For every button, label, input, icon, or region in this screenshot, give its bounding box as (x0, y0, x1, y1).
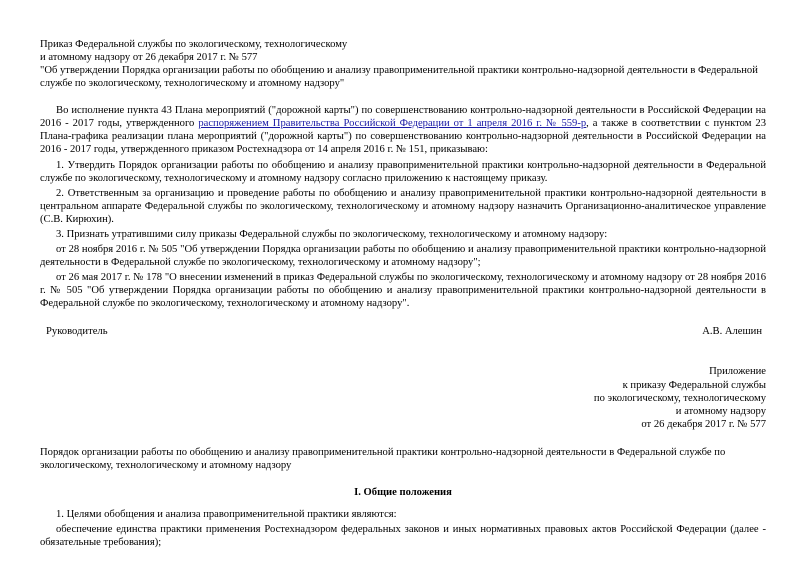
document-page (40, 38, 766, 551)
section-paragraph-2: обеспечение единства практики применения Ростехнадзором федеральных законов и иных нормативных правовых актов Российской Федерации (далее - обязательные требования); (40, 524, 766, 548)
appendix-line-4: от 26 декабря 2017 г. № 577 (641, 419, 766, 430)
repealed-order-2: от 26 мая 2017 г. № 178 "О внесении изменений в приказ Федеральной службы по экологическому, технологическому и атомному надзору от 28 ноября 2016 г. № 505 "Об утверждении Порядка организации работы по обобщению и анализу правоприменительной практики контрольно-надзорной деятельности в Федеральной службе по экологическому, технологическому и атомному надзору". (40, 272, 766, 309)
section-heading: I. Общие положения (354, 487, 452, 498)
signature-row (40, 325, 766, 338)
header-line-1: Приказ Федеральной службы по экологическому, технологическому (40, 39, 348, 50)
section-paragraph-1: 1. Целями обобщения и анализа правоприменительной практики являются: (56, 509, 397, 520)
intro-text-part-2: , а также в соответствии с пунктом 23 Плана-графика реализации плана мероприятий ("дорожной карты") по совершенствованию контрольно-надзорной деятельности в Российской Федерации на 2016 - 2017 годы, утвержденного приказом Ростехнадзора от 14 апреля 2016 г. № 151, приказываю: (40, 118, 766, 155)
appendix-block (40, 365, 766, 431)
header-line-3: "Об утверждении Порядка организации работы по обобщению и анализу правоприменительной практики контрольно-надзорной деятельности в Федеральной службе по экологическому, технологическому и атомному надзору" (40, 65, 758, 89)
appendix-line-2: по экологическому, технологическому (593, 393, 766, 404)
document-header (40, 38, 766, 90)
header-line-2: и атомному надзору от 26 декабря 2017 г. № 577 (40, 52, 258, 63)
appendix-line-1: к приказу Федеральной службы (622, 380, 766, 391)
document-title: Порядок организации работы по обобщению и анализу правоприменительной практики контрольно-надзорной деятельности в Федеральной службе по экологическому, технологическому и атомному надзору (40, 447, 726, 471)
signature-name: А.В. Алешин (702, 326, 762, 337)
signature-role: Руководитель (46, 326, 108, 337)
repealed-order-1: от 28 ноября 2016 г. № 505 "Об утверждении Порядка организации работы по обобщению и анализу правоприменительной практики контрольно-надзорной деятельности в Федеральной службе по экологическому, технологическому и атомному надзору"; (40, 244, 766, 268)
order-body (40, 104, 766, 310)
appendix-line-3: и атомному надзору (675, 406, 766, 417)
appendix-label: Приложение (709, 366, 766, 377)
order-item-3: 3. Признать утратившими силу приказы Федеральной службы по экологическому, технологическому и атомному надзору: (56, 229, 608, 240)
intro-text-part-1: Во исполнение пункта 43 Плана мероприятий ("дорожной карты") по совершенствованию контрольно-надзорной деятельности в Российской Федерации на 2016 - 2017 годы, утвержденного (40, 105, 766, 129)
order-item-2: 2. Ответственным за организацию и проведение работы по обобщению и анализу правоприменительной практики контрольно-надзорной деятельности в центральном аппарате Федеральной службы по экологическому, технологическому и атомному надзору назначить Организационно-аналитическое управление (С.В. Кирюхин). (40, 188, 766, 225)
government-order-link[interactable]: распоряжением Правительства Российской Федерации от 1 апреля 2016 г. № 559-р (198, 118, 587, 129)
intro-paragraph (40, 104, 766, 156)
order-item-1: 1. Утвердить Порядок организации работы по обобщению и анализу правоприменительной практики контрольно-надзорной деятельности в Федеральной службе по экологическому, технологическому и атомному надзору согласно приложению к настоящему приказу. (40, 160, 766, 184)
